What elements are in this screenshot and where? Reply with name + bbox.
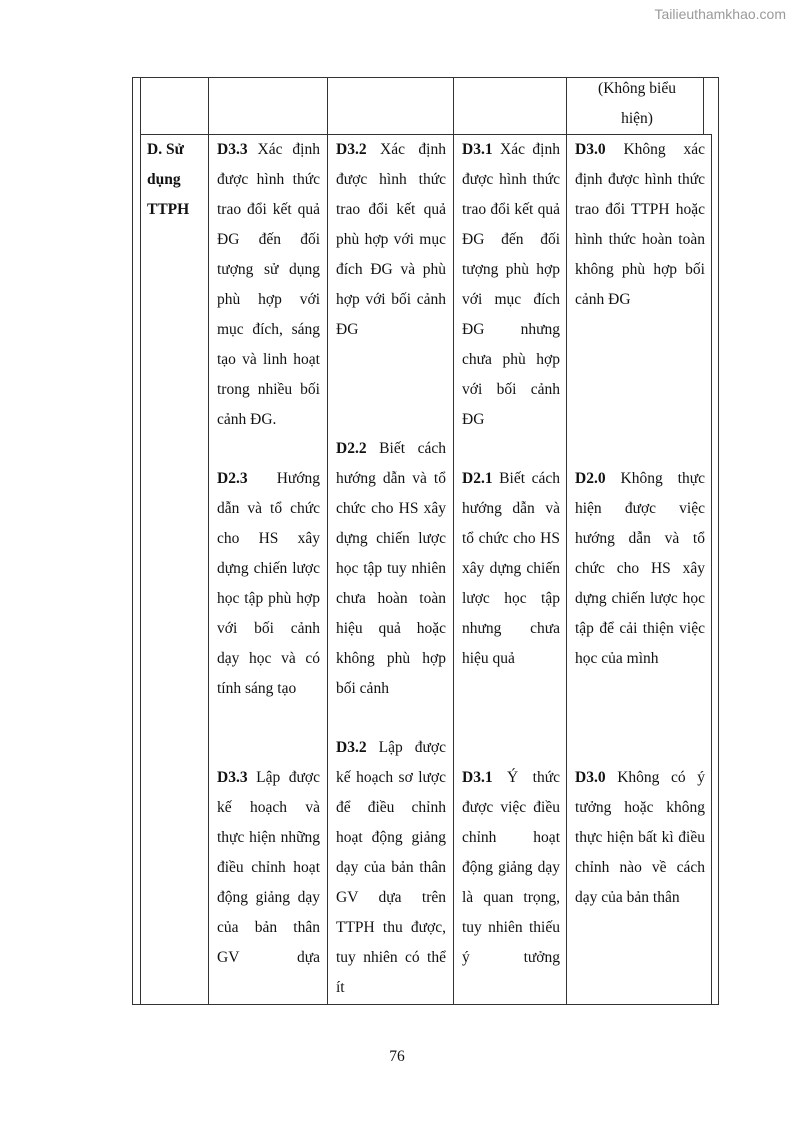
level-description: Biết cách hướng dẫn và tổ chức cho HS xây dựng chiến lược học tập nhưng chưa hiệu quả [462, 470, 560, 667]
block2-col4 [462, 464, 560, 674]
level-description: Không xác định được hình thức trao đổi TTPH hoặc hình thức hoàn toàn không phù hợp bối cảnh ĐG [575, 141, 705, 308]
block1-col4 [462, 135, 560, 435]
table-rule [140, 77, 141, 1005]
block3-col5 [575, 763, 705, 913]
block1-col3 [336, 135, 446, 345]
block2-col5 [575, 464, 705, 674]
level-description: Lập được kế hoạch sơ lược để điều chỉnh hoạt động giảng dạy của bản thân GV dựa trên TTPH thu được, tuy nhiên có thể ít [336, 739, 446, 996]
block1-col2 [217, 135, 320, 435]
level-description: Xác định được hình thức trao đổi kết quả ĐG đến đối tượng sử dụng phù hợp với mục đích, sáng tạo và linh hoạt trong nhiều bối cảnh ĐG. [217, 141, 320, 428]
top-row-col5 [575, 74, 699, 134]
table-rule [327, 77, 328, 1005]
level-description: Hướng dẫn và tổ chức cho HS xây dựng chiến lược học tập phù hợp với bối cảnh dạy học và có tính sáng tạo [217, 470, 320, 697]
level-code: D3.1 [462, 141, 493, 158]
level-code: D3.0 [575, 141, 606, 158]
block3-col2 [217, 763, 320, 973]
level-description: Ý thức được việc điều chỉnh hoạt động giảng dạy là quan trọng, tuy nhiên thiếu ý tưởng [462, 769, 561, 966]
table-rule [566, 77, 567, 1005]
top-row-col5-line2: hiện) [621, 110, 653, 127]
level-code: D3.3 [217, 769, 248, 786]
table-rule [703, 77, 704, 134]
level-description: Lập được kế hoạch và thực hiện những điều chỉnh hoạt động giảng dạy của bản thân GV dựa [217, 769, 320, 966]
table-rule [453, 77, 454, 1005]
level-description: Biết cách hướng dẫn và tổ chức cho HS xây dựng chiến lược học tập tuy nhiên chưa hoàn toàn hiệu quả hoặc không phù hợp bối cảnh [336, 440, 446, 697]
criterion-line2: dụng [147, 171, 181, 188]
level-code: D2.2 [336, 440, 367, 457]
criterion-label [147, 135, 203, 225]
block3-col3 [336, 733, 446, 1003]
level-code: D2.1 [462, 470, 493, 487]
watermark: Tailieuthamkhao.com [654, 6, 786, 22]
level-code: D3.2 [336, 739, 367, 756]
table-rule [208, 77, 209, 1005]
block1-col5 [575, 135, 705, 315]
block2-col2 [217, 464, 320, 704]
criterion-line1: D. Sử [147, 141, 184, 158]
level-code: D3.1 [462, 769, 493, 786]
top-row-col5-line1: (Không biểu [598, 80, 676, 97]
level-code: D2.0 [575, 470, 606, 487]
block2-col3 [336, 434, 446, 704]
level-description: Xác định được hình thức trao đổi kết quả ĐG đến đối tượng phù hợp với mục đích ĐG nhưng chưa phù hợp với bối cảnh ĐG [462, 141, 560, 428]
level-description: Không thực hiện được việc hướng dẫn và tổ chức cho HS xây dựng chiến lược học tập để cải thiện việc học của mình [575, 470, 706, 667]
block3-col4 [462, 763, 560, 973]
level-code: D3.3 [217, 141, 248, 158]
criterion-line3: TTPH [147, 201, 190, 218]
level-code: D3.0 [575, 769, 606, 786]
level-description: Xác định được hình thức trao đổi kết quả phù hợp với mục đích ĐG và phù hợp với bối cảnh ĐG [336, 141, 446, 338]
table-rule [711, 134, 712, 1005]
level-code: D2.3 [217, 470, 248, 487]
level-description: Không có ý tưởng hoặc không thực hiện bất kì điều chỉnh nào về cách dạy của bản thân [575, 769, 706, 906]
level-code: D3.2 [336, 141, 367, 158]
table-rule [132, 1004, 719, 1005]
page-number: 76 [389, 1048, 405, 1065]
